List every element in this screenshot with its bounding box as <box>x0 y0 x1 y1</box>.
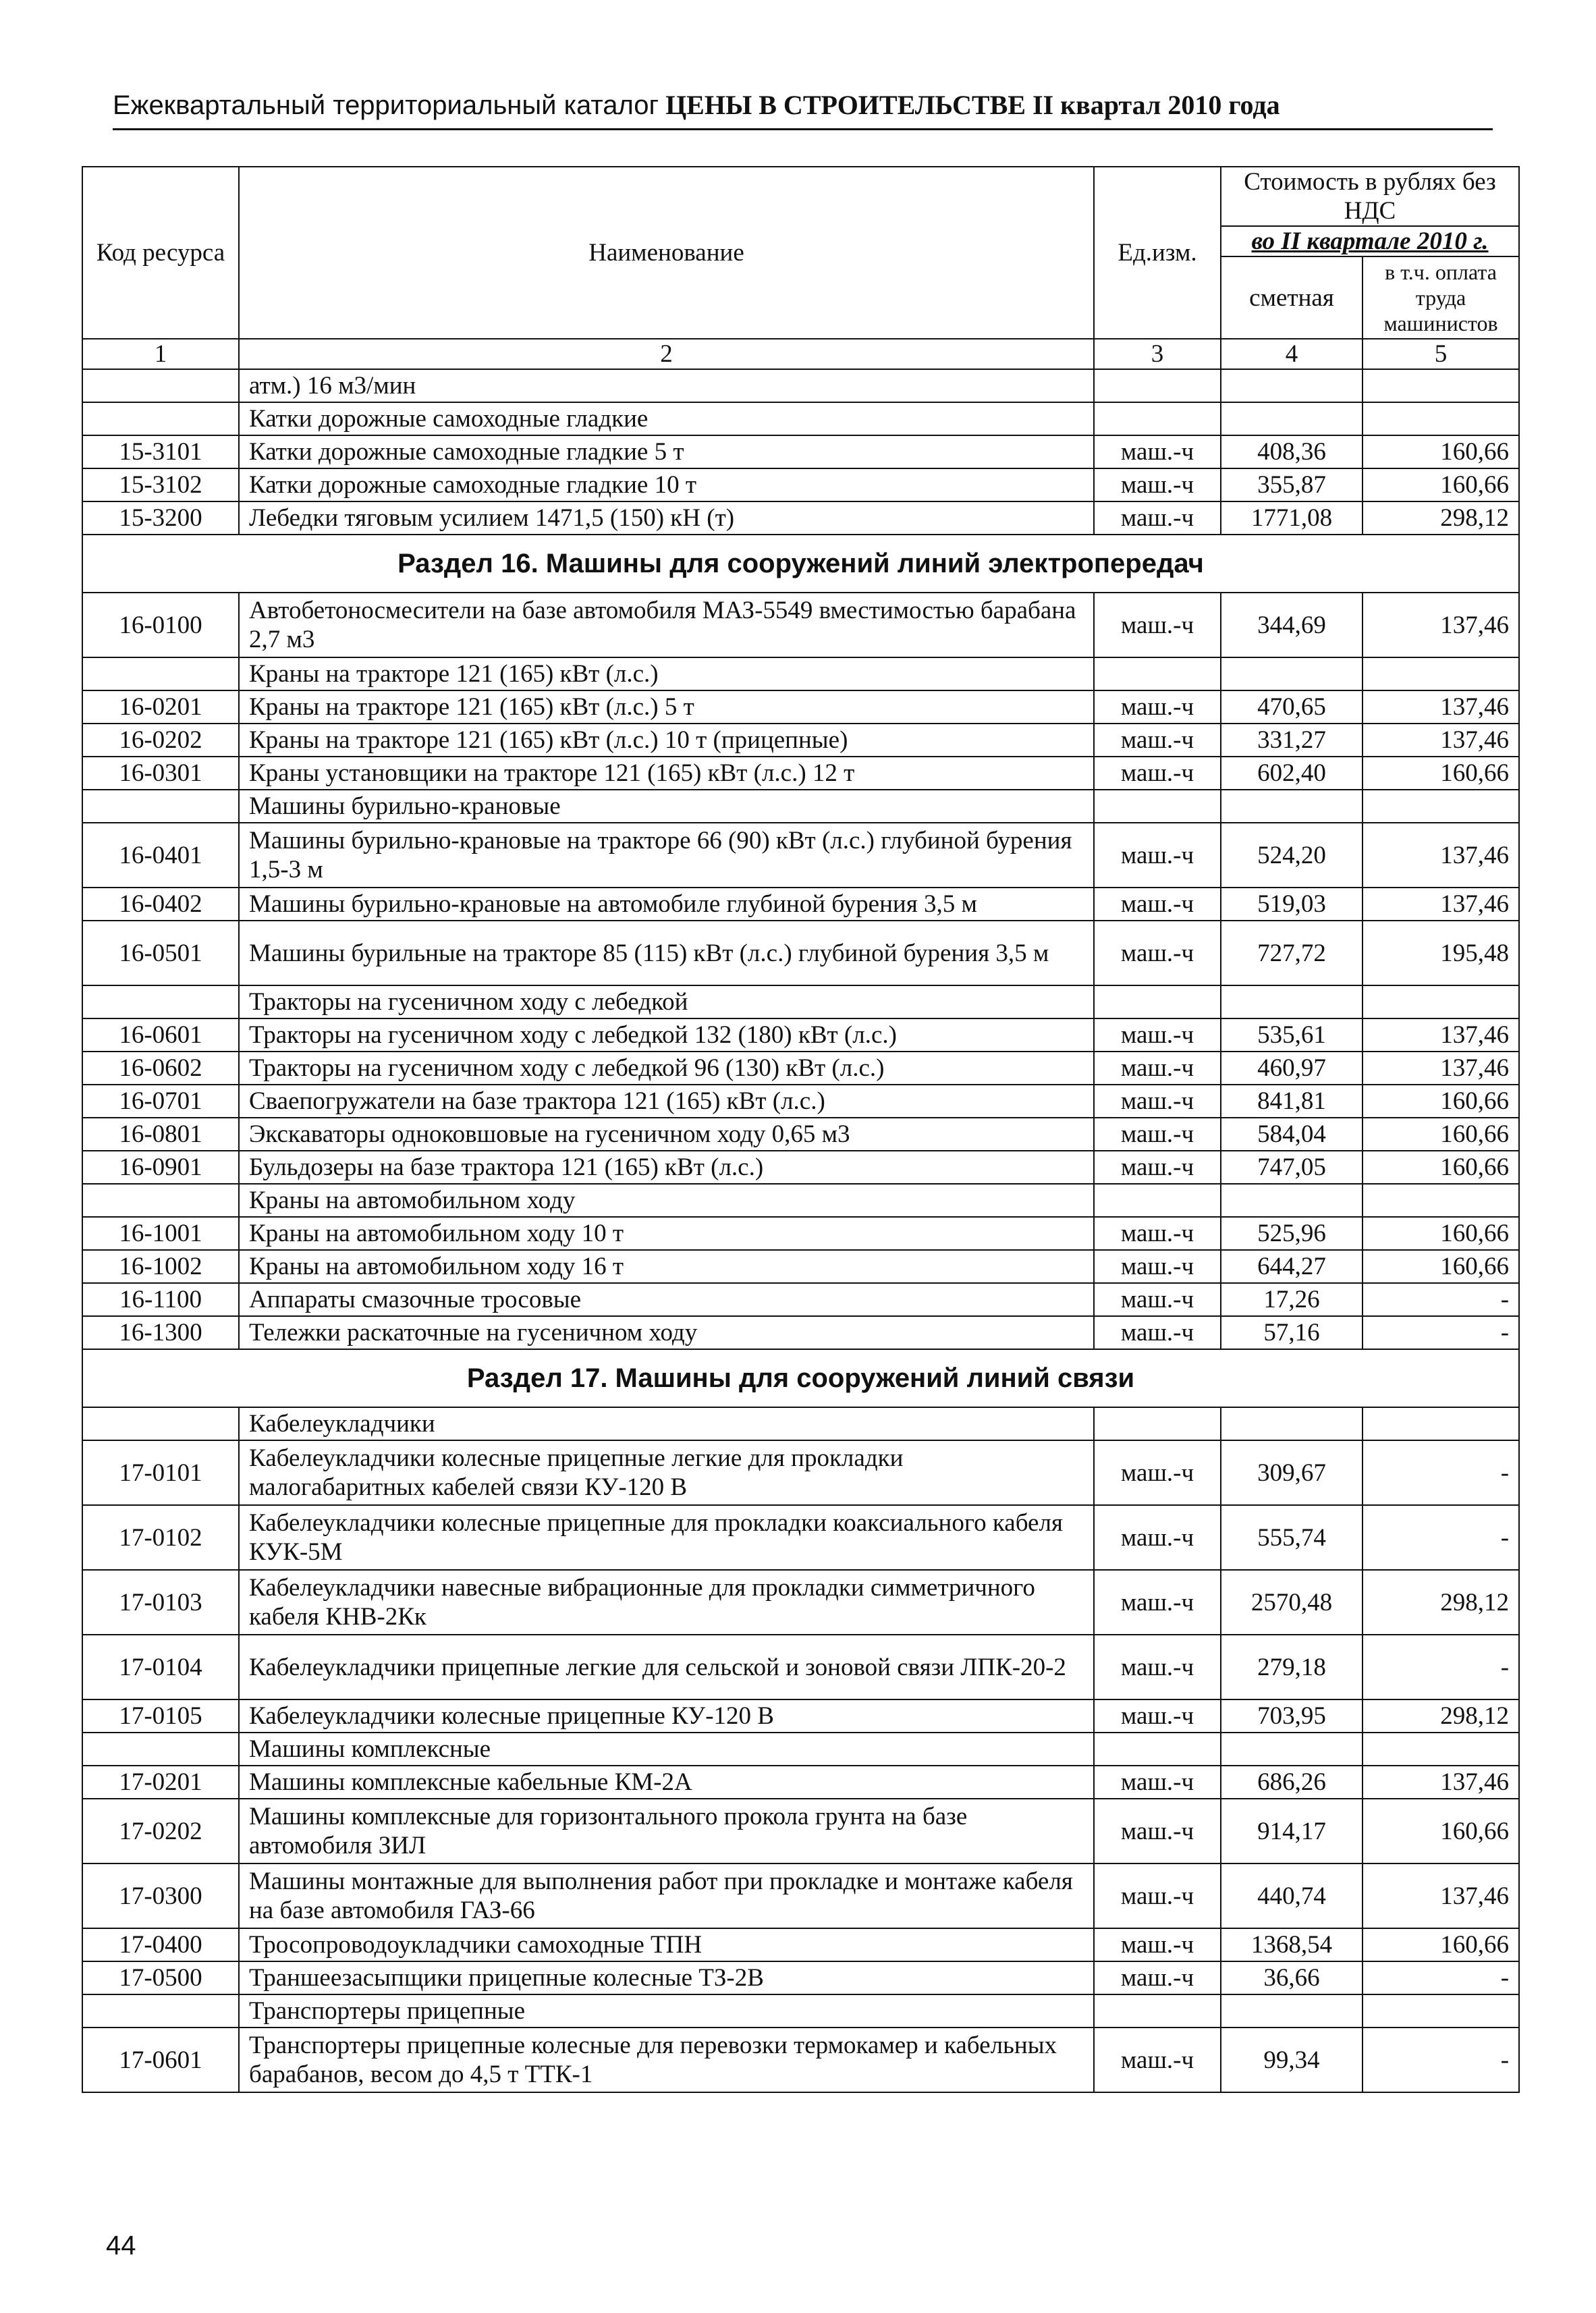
unit: маш.-ч <box>1094 888 1221 921</box>
table-row <box>82 1733 1519 1766</box>
estimate-cost: 602,40 <box>1221 757 1363 790</box>
resource-code: 17-0102 <box>82 1505 239 1570</box>
unit: маш.-ч <box>1094 1217 1221 1250</box>
resource-name: Машины комплексные <box>239 1733 1094 1766</box>
resource-name: Траншеезасыпщики прицепные колесные ТЗ-2В <box>239 1961 1094 1994</box>
table-row <box>82 468 1519 501</box>
colnum-4: 4 <box>1221 339 1363 369</box>
estimate-cost <box>1221 1733 1363 1766</box>
resource-name: Машины бурильные на тракторе 85 (115) кВт (л.с.) глубиной бурения 3,5 м <box>239 921 1094 985</box>
wage-cost: 160,66 <box>1363 1217 1519 1250</box>
resource-code: 16-0402 <box>82 888 239 921</box>
estimate-cost <box>1221 790 1363 823</box>
unit: маш.-ч <box>1094 1085 1221 1118</box>
resource-code: 16-0801 <box>82 1118 239 1151</box>
resource-name: Кабелеукладчики навесные вибрационные для прокладки симметричного кабеля КНВ-2Кк <box>239 1570 1094 1635</box>
unit: маш.-ч <box>1094 1766 1221 1799</box>
estimate-cost <box>1221 985 1363 1018</box>
estimate-cost: 344,69 <box>1221 593 1363 657</box>
table-row <box>82 1250 1519 1283</box>
wage-cost: 137,46 <box>1363 888 1519 921</box>
estimate-cost: 555,74 <box>1221 1505 1363 1570</box>
resource-name: Тракторы на гусеничном ходу с лебедкой 96 (130) кВт (л.с.) <box>239 1052 1094 1085</box>
resource-code <box>82 402 239 435</box>
wage-cost <box>1363 790 1519 823</box>
resource-code <box>82 1407 239 1440</box>
wage-cost: 195,48 <box>1363 921 1519 985</box>
resource-code: 17-0400 <box>82 1928 239 1961</box>
header-quarter <box>1221 226 1519 256</box>
resource-name: Кабелеукладчики <box>239 1407 1094 1440</box>
resource-code <box>82 1733 239 1766</box>
table-row <box>82 369 1519 402</box>
unit: маш.-ч <box>1094 1283 1221 1316</box>
unit: маш.-ч <box>1094 823 1221 888</box>
resource-code: 16-0601 <box>82 1018 239 1052</box>
resource-code <box>82 790 239 823</box>
resource-code: 16-0401 <box>82 823 239 888</box>
unit: маш.-ч <box>1094 1505 1221 1570</box>
estimate-cost: 309,67 <box>1221 1440 1363 1505</box>
unit <box>1094 985 1221 1018</box>
wage-cost: 160,66 <box>1363 1250 1519 1283</box>
resource-code <box>82 369 239 402</box>
table-row <box>82 1283 1519 1316</box>
resource-code: 16-0202 <box>82 724 239 757</box>
unit: маш.-ч <box>1094 1118 1221 1151</box>
resource-name: Тракторы на гусеничном ходу с лебедкой <box>239 985 1094 1018</box>
colnum-2: 2 <box>239 339 1094 369</box>
estimate-cost <box>1221 1994 1363 2028</box>
resource-code: 15-3101 <box>82 435 239 468</box>
unit: маш.-ч <box>1094 1863 1221 1928</box>
price-table <box>82 166 1520 2093</box>
table-row <box>82 1217 1519 1250</box>
table-row <box>82 888 1519 921</box>
estimate-cost: 914,17 <box>1221 1799 1363 1863</box>
estimate-cost: 99,34 <box>1221 2028 1363 2092</box>
estimate-cost: 408,36 <box>1221 435 1363 468</box>
table-row <box>82 1018 1519 1052</box>
page-number: 44 <box>106 2231 136 2260</box>
unit: маш.-ч <box>1094 1052 1221 1085</box>
estimate-cost: 1368,54 <box>1221 1928 1363 1961</box>
table-row <box>82 1766 1519 1799</box>
table-row <box>82 1316 1519 1349</box>
page-header <box>113 89 1493 130</box>
unit: маш.-ч <box>1094 1250 1221 1283</box>
estimate-cost: 525,96 <box>1221 1217 1363 1250</box>
unit: маш.-ч <box>1094 1699 1221 1733</box>
table-row <box>82 690 1519 724</box>
table-row <box>82 1151 1519 1184</box>
table-row <box>82 657 1519 690</box>
unit <box>1094 1733 1221 1766</box>
wage-cost: - <box>1363 1283 1519 1316</box>
unit: маш.-ч <box>1094 690 1221 724</box>
header-quarter: II квартал 2010 года <box>1032 90 1280 120</box>
resource-code: 16-1300 <box>82 1316 239 1349</box>
resource-code: 16-0100 <box>82 593 239 657</box>
resource-name: Краны на автомобильном ходу 10 т <box>239 1217 1094 1250</box>
resource-code <box>82 985 239 1018</box>
estimate-cost: 331,27 <box>1221 724 1363 757</box>
estimate-cost <box>1221 1184 1363 1217</box>
resource-name: Сваепогружатели на базе трактора 121 (165) кВт (л.с.) <box>239 1085 1094 1118</box>
wage-cost: 137,46 <box>1363 1018 1519 1052</box>
estimate-cost: 57,16 <box>1221 1316 1363 1349</box>
table-row <box>82 402 1519 435</box>
table-row <box>82 1407 1519 1440</box>
table-row <box>82 985 1519 1018</box>
resource-name: Кабелеукладчики колесные прицепные для прокладки коаксиального кабеля КУК-5М <box>239 1505 1094 1570</box>
wage-cost: - <box>1363 2028 1519 2092</box>
resource-code: 15-3200 <box>82 501 239 535</box>
unit: маш.-ч <box>1094 1635 1221 1699</box>
resource-code <box>82 1994 239 2028</box>
estimate-cost: 440,74 <box>1221 1863 1363 1928</box>
resource-name: Краны на автомобильном ходу <box>239 1184 1094 1217</box>
unit: маш.-ч <box>1094 1928 1221 1961</box>
header-cost-group: Стоимость в рублях без НДС <box>1221 167 1519 226</box>
header-name: Наименование <box>239 167 1094 339</box>
section-title: Раздел 16. Машины для сооружений линий электропередач <box>82 535 1519 593</box>
unit: маш.-ч <box>1094 1570 1221 1635</box>
resource-name: Краны на тракторе 121 (165) кВт (л.с.) 10 т (прицепные) <box>239 724 1094 757</box>
estimate-cost <box>1221 657 1363 690</box>
wage-cost: 160,66 <box>1363 435 1519 468</box>
table-row <box>82 501 1519 535</box>
resource-name: Катки дорожные самоходные гладкие <box>239 402 1094 435</box>
estimate-cost: 2570,48 <box>1221 1570 1363 1635</box>
header-title: ЦЕНЫ В СТРОИТЕЛЬСТВЕ <box>665 90 1026 120</box>
section-title: Раздел 17. Машины для сооружений линий связи <box>82 1349 1519 1407</box>
unit <box>1094 1407 1221 1440</box>
resource-name: Катки дорожные самоходные гладкие 10 т <box>239 468 1094 501</box>
table-row <box>82 435 1519 468</box>
unit: маш.-ч <box>1094 435 1221 468</box>
resource-name: Краны на автомобильном ходу 16 т <box>239 1250 1094 1283</box>
resource-code: 17-0300 <box>82 1863 239 1928</box>
unit <box>1094 790 1221 823</box>
table-row <box>82 2028 1519 2092</box>
unit <box>1094 657 1221 690</box>
estimate-cost: 1771,08 <box>1221 501 1363 535</box>
table-row <box>82 1928 1519 1961</box>
table-row <box>82 1052 1519 1085</box>
estimate-cost <box>1221 402 1363 435</box>
unit <box>1094 402 1221 435</box>
resource-code: 16-0901 <box>82 1151 239 1184</box>
unit <box>1094 369 1221 402</box>
resource-code: 17-0601 <box>82 2028 239 2092</box>
table-row <box>82 757 1519 790</box>
estimate-cost <box>1221 1407 1363 1440</box>
colnum-5: 5 <box>1363 339 1519 369</box>
resource-name: Краны на тракторе 121 (165) кВт (л.с.) 5 т <box>239 690 1094 724</box>
resource-code: 16-0701 <box>82 1085 239 1118</box>
estimate-cost: 535,61 <box>1221 1018 1363 1052</box>
table-row <box>82 724 1519 757</box>
table-row <box>82 1505 1519 1570</box>
header-code: Код ресурса <box>82 167 239 339</box>
resource-code: 17-0500 <box>82 1961 239 1994</box>
wage-cost: 298,12 <box>1363 1699 1519 1733</box>
table-row <box>82 1118 1519 1151</box>
wage-cost <box>1363 1733 1519 1766</box>
table-row <box>82 921 1519 985</box>
unit: маш.-ч <box>1094 1961 1221 1994</box>
wage-cost <box>1363 369 1519 402</box>
wage-cost <box>1363 402 1519 435</box>
resource-code: 16-0201 <box>82 690 239 724</box>
wage-cost: - <box>1363 1961 1519 1994</box>
resource-name: Машины бурильно-крановые <box>239 790 1094 823</box>
unit <box>1094 1184 1221 1217</box>
table-row <box>82 1961 1519 1994</box>
table-row <box>82 1085 1519 1118</box>
wage-cost: 137,46 <box>1363 690 1519 724</box>
section-row <box>82 1349 1519 1407</box>
resource-code: 17-0103 <box>82 1570 239 1635</box>
header-unit: Ед.изм. <box>1094 167 1221 339</box>
resource-name: атм.) 16 м3/мин <box>239 369 1094 402</box>
wage-cost: 137,46 <box>1363 823 1519 888</box>
unit: маш.-ч <box>1094 1799 1221 1863</box>
unit: маш.-ч <box>1094 1440 1221 1505</box>
wage-cost: 160,66 <box>1363 1118 1519 1151</box>
resource-name: Машины комплексные для горизонтального прокола грунта на базе автомобиля ЗИЛ <box>239 1799 1094 1863</box>
wage-cost: 137,46 <box>1363 1863 1519 1928</box>
header-wage: в т.ч. оплата труда машинистов <box>1363 256 1519 339</box>
resource-name: Тракторы на гусеничном ходу с лебедкой 132 (180) кВт (л.с.) <box>239 1018 1094 1052</box>
wage-cost <box>1363 657 1519 690</box>
wage-cost: 160,66 <box>1363 1799 1519 1863</box>
resource-name: Машины бурильно-крановые на автомобиле глубиной бурения 3,5 м <box>239 888 1094 921</box>
resource-name: Лебедки тяговым усилием 1471,5 (150) кН (т) <box>239 501 1094 535</box>
colnum-1: 1 <box>82 339 239 369</box>
resource-code: 17-0202 <box>82 1799 239 1863</box>
estimate-cost: 355,87 <box>1221 468 1363 501</box>
resource-name: Машины монтажные для выполнения работ при прокладке и монтаже кабеля на базе автомобиля ГАЗ-66 <box>239 1863 1094 1928</box>
unit: маш.-ч <box>1094 468 1221 501</box>
wage-cost: 137,46 <box>1363 593 1519 657</box>
resource-name: Экскаваторы одноковшовые на гусеничном ходу 0,65 м3 <box>239 1118 1094 1151</box>
resource-code: 16-1001 <box>82 1217 239 1250</box>
resource-name: Бульдозеры на базе трактора 121 (165) кВт (л.с.) <box>239 1151 1094 1184</box>
table-row <box>82 593 1519 657</box>
resource-code: 16-0301 <box>82 757 239 790</box>
estimate-cost: 460,97 <box>1221 1052 1363 1085</box>
resource-code <box>82 1184 239 1217</box>
table-row <box>82 1699 1519 1733</box>
estimate-cost: 703,95 <box>1221 1699 1363 1733</box>
resource-name: Машины комплексные кабельные КМ-2А <box>239 1766 1094 1799</box>
resource-name: Краны на тракторе 121 (165) кВт (л.с.) <box>239 657 1094 690</box>
wage-cost <box>1363 1184 1519 1217</box>
wage-cost: 160,66 <box>1363 757 1519 790</box>
table-row <box>82 1863 1519 1928</box>
unit: маш.-ч <box>1094 593 1221 657</box>
resource-name: Транспортеры прицепные <box>239 1994 1094 2028</box>
estimate-cost: 470,65 <box>1221 690 1363 724</box>
estimate-cost: 686,26 <box>1221 1766 1363 1799</box>
unit <box>1094 1994 1221 2028</box>
resource-code: 16-0501 <box>82 921 239 985</box>
resource-name: Кабелеукладчики колесные прицепные легкие для прокладки малогабаритных кабелей связи КУ-120 В <box>239 1440 1094 1505</box>
resource-code: 16-1100 <box>82 1283 239 1316</box>
estimate-cost: 584,04 <box>1221 1118 1363 1151</box>
resource-code: 17-0101 <box>82 1440 239 1505</box>
estimate-cost: 644,27 <box>1221 1250 1363 1283</box>
wage-cost: 298,12 <box>1363 501 1519 535</box>
table-row <box>82 1799 1519 1863</box>
resource-name: Автобетоносмесители на базе автомобиля МАЗ-5549 вместимостью барабана 2,7 м3 <box>239 593 1094 657</box>
wage-cost: 160,66 <box>1363 1151 1519 1184</box>
resource-name: Краны установщики на тракторе 121 (165) кВт (л.с.) 12 т <box>239 757 1094 790</box>
wage-cost: - <box>1363 1316 1519 1349</box>
table-row <box>82 1440 1519 1505</box>
unit: маш.-ч <box>1094 1151 1221 1184</box>
resource-name: Катки дорожные самоходные гладкие 5 т <box>239 435 1094 468</box>
unit: маш.-ч <box>1094 2028 1221 2092</box>
estimate-cost: 17,26 <box>1221 1283 1363 1316</box>
estimate-cost: 747,05 <box>1221 1151 1363 1184</box>
resource-name: Транспортеры прицепные колесные для перевозки термокамер и кабельных барабанов, весом до 4,5 т ТТК-1 <box>239 2028 1094 2092</box>
table-row <box>82 790 1519 823</box>
wage-cost: 298,12 <box>1363 1570 1519 1635</box>
unit: маш.-ч <box>1094 1018 1221 1052</box>
table-body <box>82 369 1519 2092</box>
wage-cost: 160,66 <box>1363 1085 1519 1118</box>
wage-cost: - <box>1363 1505 1519 1570</box>
estimate-cost: 524,20 <box>1221 823 1363 888</box>
resource-code: 16-0602 <box>82 1052 239 1085</box>
table-row <box>82 1570 1519 1635</box>
header-prefix: Ежеквартальный территориальный каталог <box>113 90 659 120</box>
estimate-cost: 279,18 <box>1221 1635 1363 1699</box>
resource-code: 17-0104 <box>82 1635 239 1699</box>
estimate-cost: 36,66 <box>1221 1961 1363 1994</box>
resource-name: Машины бурильно-крановые на тракторе 66 (90) кВт (л.с.) глубиной бурения 1,5-3 м <box>239 823 1094 888</box>
unit: маш.-ч <box>1094 1316 1221 1349</box>
wage-cost: 160,66 <box>1363 1928 1519 1961</box>
colnum-3: 3 <box>1094 339 1221 369</box>
header-quarter-text: во II квартале 2010 г. <box>1251 227 1489 255</box>
wage-cost <box>1363 1407 1519 1440</box>
wage-cost: 160,66 <box>1363 468 1519 501</box>
section-row <box>82 535 1519 593</box>
resource-code <box>82 657 239 690</box>
estimate-cost: 727,72 <box>1221 921 1363 985</box>
resource-name: Кабелеукладчики колесные прицепные КУ-120 В <box>239 1699 1094 1733</box>
table-row <box>82 823 1519 888</box>
resource-name: Кабелеукладчики прицепные легкие для сельской и зоновой связи ЛПК-20-2 <box>239 1635 1094 1699</box>
wage-cost: - <box>1363 1440 1519 1505</box>
unit: маш.-ч <box>1094 501 1221 535</box>
resource-code: 15-3102 <box>82 468 239 501</box>
unit: маш.-ч <box>1094 757 1221 790</box>
wage-cost: 137,46 <box>1363 1766 1519 1799</box>
unit: маш.-ч <box>1094 921 1221 985</box>
estimate-cost <box>1221 369 1363 402</box>
resource-code: 16-1002 <box>82 1250 239 1283</box>
table-row <box>82 1994 1519 2028</box>
table-row <box>82 1184 1519 1217</box>
wage-cost: 137,46 <box>1363 1052 1519 1085</box>
table-row <box>82 1635 1519 1699</box>
wage-cost <box>1363 1994 1519 2028</box>
resource-name: Тросопроводоукладчики самоходные ТПН <box>239 1928 1094 1961</box>
resource-code: 17-0201 <box>82 1766 239 1799</box>
header-estimate: сметная <box>1221 256 1363 339</box>
unit: маш.-ч <box>1094 724 1221 757</box>
wage-cost: - <box>1363 1635 1519 1699</box>
estimate-cost: 841,81 <box>1221 1085 1363 1118</box>
wage-cost: 137,46 <box>1363 724 1519 757</box>
wage-cost <box>1363 985 1519 1018</box>
estimate-cost: 519,03 <box>1221 888 1363 921</box>
resource-code: 17-0105 <box>82 1699 239 1733</box>
resource-name: Аппараты смазочные тросовые <box>239 1283 1094 1316</box>
resource-name: Тележки раскаточные на гусеничном ходу <box>239 1316 1094 1349</box>
